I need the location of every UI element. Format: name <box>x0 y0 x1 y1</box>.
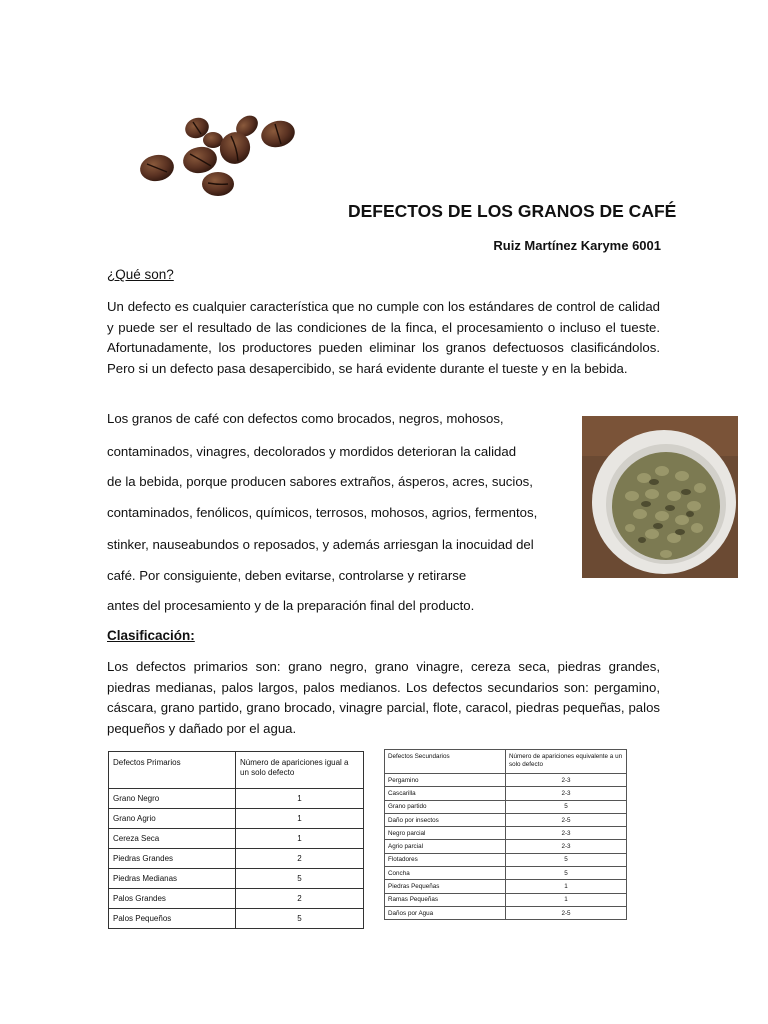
defect-count: 1 <box>236 829 364 849</box>
text-line: contaminados, vinagres, decolorados y mordidos deterioran la calidad <box>107 444 517 459</box>
table-row <box>385 787 627 800</box>
text-line: de la bebida, porque producen sabores extraños, ásperos, acres, sucios, <box>107 474 533 489</box>
secondary-defects-table <box>384 749 627 920</box>
table-row <box>385 906 627 919</box>
defect-name: Agrio parcial <box>385 840 506 853</box>
defect-name: Daño por insectos <box>385 813 506 826</box>
defect-name: Pergamino <box>385 774 506 787</box>
defect-name: Cascarilla <box>385 787 506 800</box>
table-row <box>109 889 364 909</box>
defect-name: Grano Agrio <box>109 809 236 829</box>
classification-paragraph: Los defectos primarios son: grano negro, grano vinagre, cereza seca, piedras grandes, piedras medianas, palos largos, palos medianos. Los defectos secundarios son: pergamino, cáscara, grano partido, grano brocado, vinagre parcial, flote, caracol, piedras pequeñas, palos pequeños y dañado por el agua. <box>107 659 660 736</box>
defect-count: 2-3 <box>506 787 627 800</box>
defect-count: 2 <box>236 889 364 909</box>
defect-count: 2 <box>236 849 364 869</box>
defect-name: Negro parcial <box>385 827 506 840</box>
defect-name: Flotadores <box>385 853 506 866</box>
intro-paragraph: Un defecto es cualquier característica que no cumple con los estándares de control de calidad y puede ser el resultado de las condiciones de la finca, el procesamiento o incluso el tueste. Afortunadamente, los productores pueden eliminar los granos defectuosos clasificándolos. Pero si un defecto pasa desapercibido, se hará evidente durante el tueste y en la bebida. <box>107 299 660 376</box>
defect-count: 1 <box>236 809 364 829</box>
defect-count: 2-3 <box>506 827 627 840</box>
defect-count: 1 <box>506 880 627 893</box>
text-line: café. Por consiguiente, deben evitarse, controlarse y retirarse <box>107 568 467 583</box>
text-line: Los granos de café con defectos como brocados, negros, mohosos, <box>107 411 504 426</box>
defect-count: 2-3 <box>506 840 627 853</box>
table-row <box>109 809 364 829</box>
section-heading-clasificacion: Clasificación: <box>107 628 195 643</box>
table-row <box>385 840 627 853</box>
table-row <box>109 909 364 929</box>
defect-count: 5 <box>236 869 364 889</box>
defect-count: 5 <box>506 800 627 813</box>
defect-count: 1 <box>506 893 627 906</box>
defect-name: Piedras Grandes <box>109 849 236 869</box>
defect-count: 5 <box>506 853 627 866</box>
author-line: Ruiz Martínez Karyme 6001 <box>493 238 661 253</box>
table-row <box>385 867 627 880</box>
column-header: Número de apariciones igual a un solo defecto <box>236 752 364 789</box>
defect-count: 2-5 <box>506 906 627 919</box>
defect-name: Piedras Medianas <box>109 869 236 889</box>
table-header-row <box>109 752 364 789</box>
defect-name: Grano partido <box>385 800 506 813</box>
defect-name: Palos Pequeños <box>109 909 236 929</box>
text-line: stinker, nauseabundos o reposados, y además arriesgan la inocuidad del <box>107 537 534 552</box>
text-line: antes del procesamiento y de la preparación final del producto. <box>107 598 475 613</box>
table-row <box>385 800 627 813</box>
defect-name: Piedras Pequeñas <box>385 880 506 893</box>
defect-name: Ramas Pequeñas <box>385 893 506 906</box>
defect-count: 2-5 <box>506 813 627 826</box>
table-row <box>385 880 627 893</box>
defect-name: Palos Grandes <box>109 889 236 909</box>
green-coffee-bowl-image <box>582 416 738 578</box>
defect-count: 2-3 <box>506 774 627 787</box>
table-row <box>385 853 627 866</box>
table-row <box>109 789 364 809</box>
table-row <box>385 827 627 840</box>
section-heading-que-son: ¿Qué son? <box>107 267 174 282</box>
defect-count: 1 <box>236 789 364 809</box>
text-line: contaminados, fenólicos, químicos, terrosos, mohosos, agrios, fermentos, <box>107 505 538 520</box>
column-header: Defectos Primarios <box>109 752 236 789</box>
defect-count: 5 <box>506 867 627 880</box>
document-title: DEFECTOS DE LOS GRANOS DE CAFÉ <box>348 201 677 221</box>
column-header: Número de apariciones equivalente a un solo defecto <box>506 750 627 774</box>
table-row <box>109 829 364 849</box>
table-row <box>385 774 627 787</box>
defect-name: Concha <box>385 867 506 880</box>
table-row <box>385 813 627 826</box>
defect-name: Grano Negro <box>109 789 236 809</box>
table-row <box>109 869 364 889</box>
table-row <box>385 893 627 906</box>
primary-defects-table <box>108 751 364 929</box>
table-row <box>109 849 364 869</box>
defect-count: 5 <box>236 909 364 929</box>
table-header-row <box>385 750 627 774</box>
defect-name: Daños por Agua <box>385 906 506 919</box>
coffee-beans-image <box>135 108 305 204</box>
column-header: Defectos Secundarios <box>385 750 506 774</box>
defect-name: Cereza Seca <box>109 829 236 849</box>
